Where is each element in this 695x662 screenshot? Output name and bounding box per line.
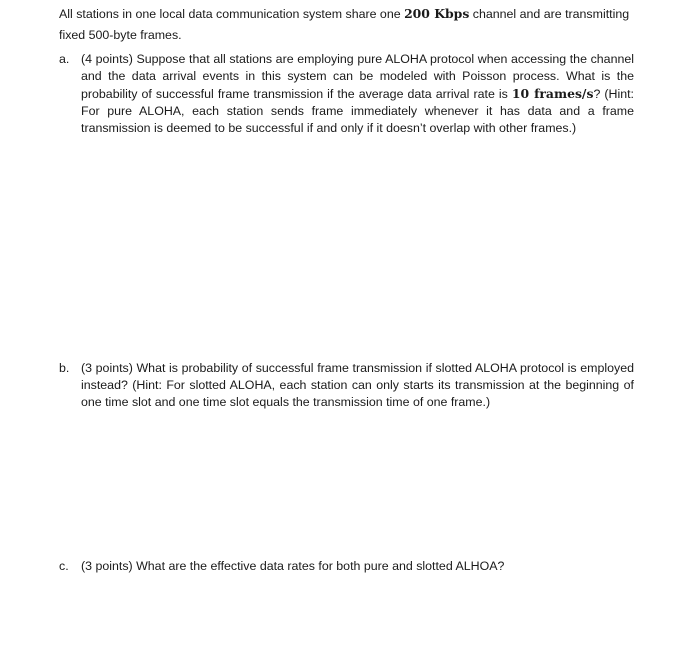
bandwidth-value: 200 Kbps — [404, 6, 470, 21]
question-b-marker: b. — [59, 361, 70, 375]
question-a — [59, 51, 634, 137]
question-c — [59, 558, 634, 575]
question-a-text — [81, 51, 634, 137]
question-a-text-after: ? (Hint: For pure ALOHA, each station sends frame immediately whenever it has data and a frame transmission is deemed to be successful if and only if it doesn’t overlap with other frames.) — [81, 87, 634, 135]
problem-intro — [59, 3, 634, 46]
question-b — [59, 360, 634, 411]
intro-text-after: channel and are transmitting fixed 500-byte frames. — [59, 7, 630, 42]
arrival-rate-value: 10 frames/s — [511, 86, 594, 101]
question-b-text: (3 points) What is probability of successful frame transmission if slotted ALOHA protocol is employed instead? (Hint: For slotted ALOHA, each station can only starts its transmission at the beginning of one time slot and one time slot equals the transmission time of one frame.) — [81, 361, 634, 409]
question-c-marker: c. — [59, 559, 69, 573]
question-a-marker: a. — [59, 52, 70, 66]
question-a-text-before: (4 points) Suppose that all stations are employing pure ALOHA protocol when accessing the channel and the data arrival events in this system can be modeled with Poisson process. What is the probability of successful frame transmission if the average data arrival rate is — [81, 52, 634, 101]
intro-text-before: All stations in one local data communication system share one — [59, 7, 405, 21]
question-c-text: (3 points) What are the effective data rates for both pure and slotted ALHOA? — [81, 559, 505, 573]
